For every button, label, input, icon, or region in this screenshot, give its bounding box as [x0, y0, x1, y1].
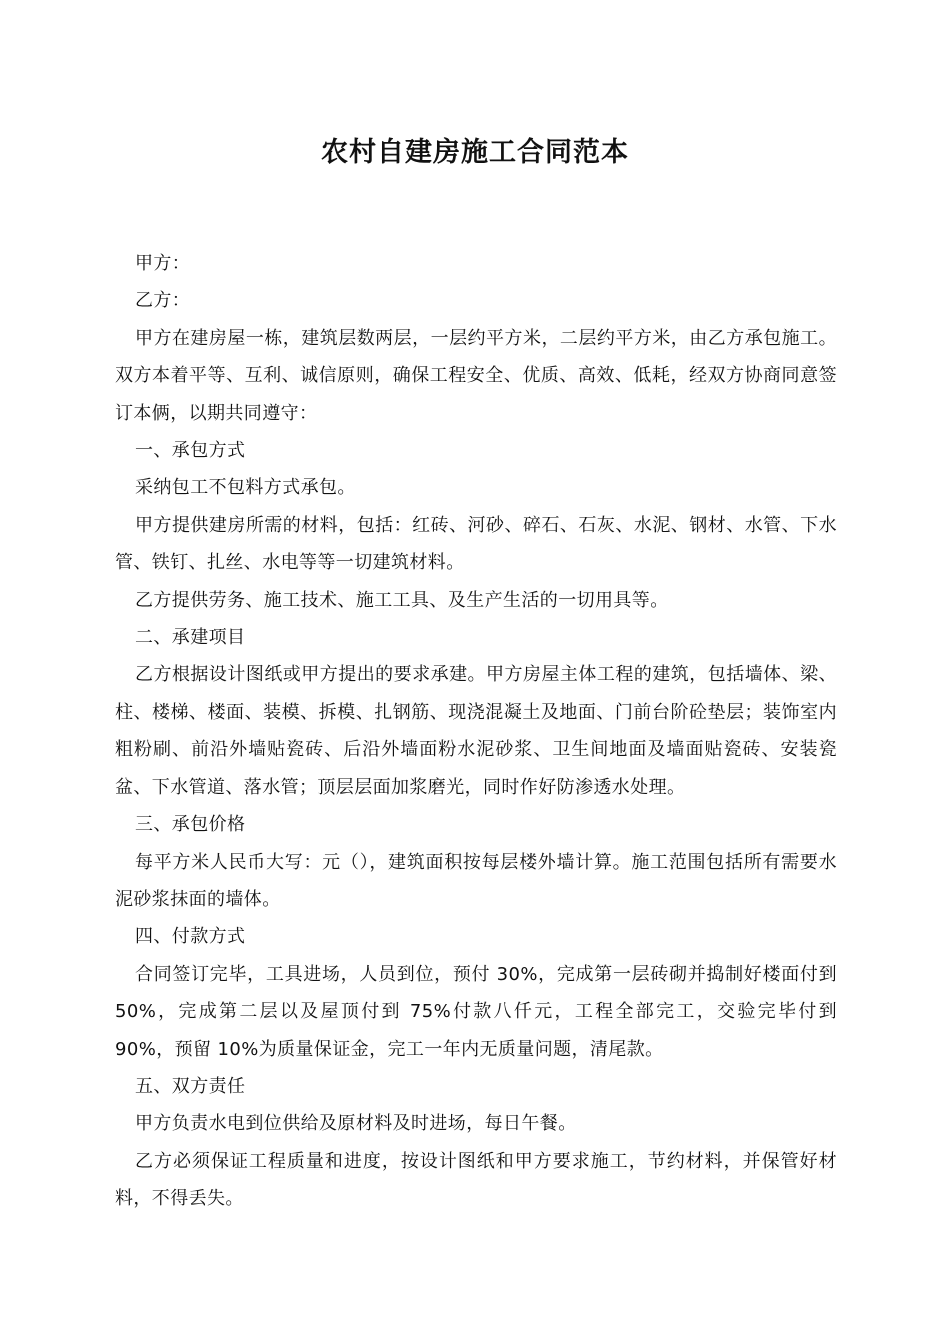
section-heading-project-scope: 二、承建项目 — [135, 627, 246, 649]
party-a-materials-paragraph: 甲方提供建房所需的材料，包括：红砖、河砂、碎石、石灰、水泥、钢材、水管、下水管、铁钉、扎丝、水电等等一切建筑材料。 — [115, 514, 837, 574]
party-a-duty-paragraph: 甲方负责水电到位供给及原材料及时进场，每日午餐。 — [135, 1113, 577, 1135]
section-heading-price: 三、承包价格 — [135, 814, 246, 836]
document-title: 农村自建房施工合同范本 — [321, 137, 629, 168]
document-body — [115, 245, 837, 1218]
party-b-labor-paragraph: 乙方提供劳务、施工技术、施工工具、及生产生活的一切用具等。 — [135, 589, 669, 611]
party-b-line: 乙方： — [135, 290, 191, 312]
project-scope-paragraph: 乙方根据设计图纸或甲方提出的要求承建。甲方房屋主体工程的建筑，包括墙体、梁、柱、楼梯、楼面、装模、拆模、扎钢筋、现浇混凝土及地面、门前台阶砼垫层；装饰室内粗粉刷、前沿外墙贴瓷砖、后沿外墙面粉水泥砂浆、卫生间地面及墙面贴瓷砖、安装瓷盆、下水管道、落水管；顶层层面加浆磨光，同时作好防渗透水处理。 — [115, 664, 837, 798]
section-heading-responsibilities: 五、双方责任 — [135, 1075, 246, 1097]
party-b-duty-paragraph: 乙方必须保证工程质量和进度，按设计图纸和甲方要求施工，节约材料，并保管好材料，不得丢失。 — [115, 1150, 837, 1210]
section-heading-payment: 四、付款方式 — [135, 926, 246, 948]
price-paragraph: 每平方米人民币大写：元（），建筑面积按每层楼外墙计算。施工范围包括所有需要水泥砂浆抹面的墙体。 — [115, 851, 837, 910]
section-heading-contract-method: 一、承包方式 — [135, 440, 246, 462]
party-a-line: 甲方： — [135, 253, 191, 274]
contract-method-paragraph: 采纳包工不包料方式承包。 — [135, 477, 356, 499]
payment-paragraph: 合同签订完毕，工具进场，人员到位，预付 30%，完成第一层砖砌并捣制好楼面付到 50%，完成第二层以及屋顶付到 75%付款八仟元，工程全部完工，交验完毕付到 90%，预留 10%为质量保证金，完工一年内无质量问题，清尾款。 — [115, 963, 837, 1060]
preamble-paragraph: 甲方在建房屋一栋，建筑层数两层，一层约平方米，二层约平方米，由乙方承包施工。双方本着平等、互利、诚信原则，确保工程安全、优质、高效、低耗，经双方协商同意签订本俩，以期共同遵守： — [115, 327, 837, 424]
